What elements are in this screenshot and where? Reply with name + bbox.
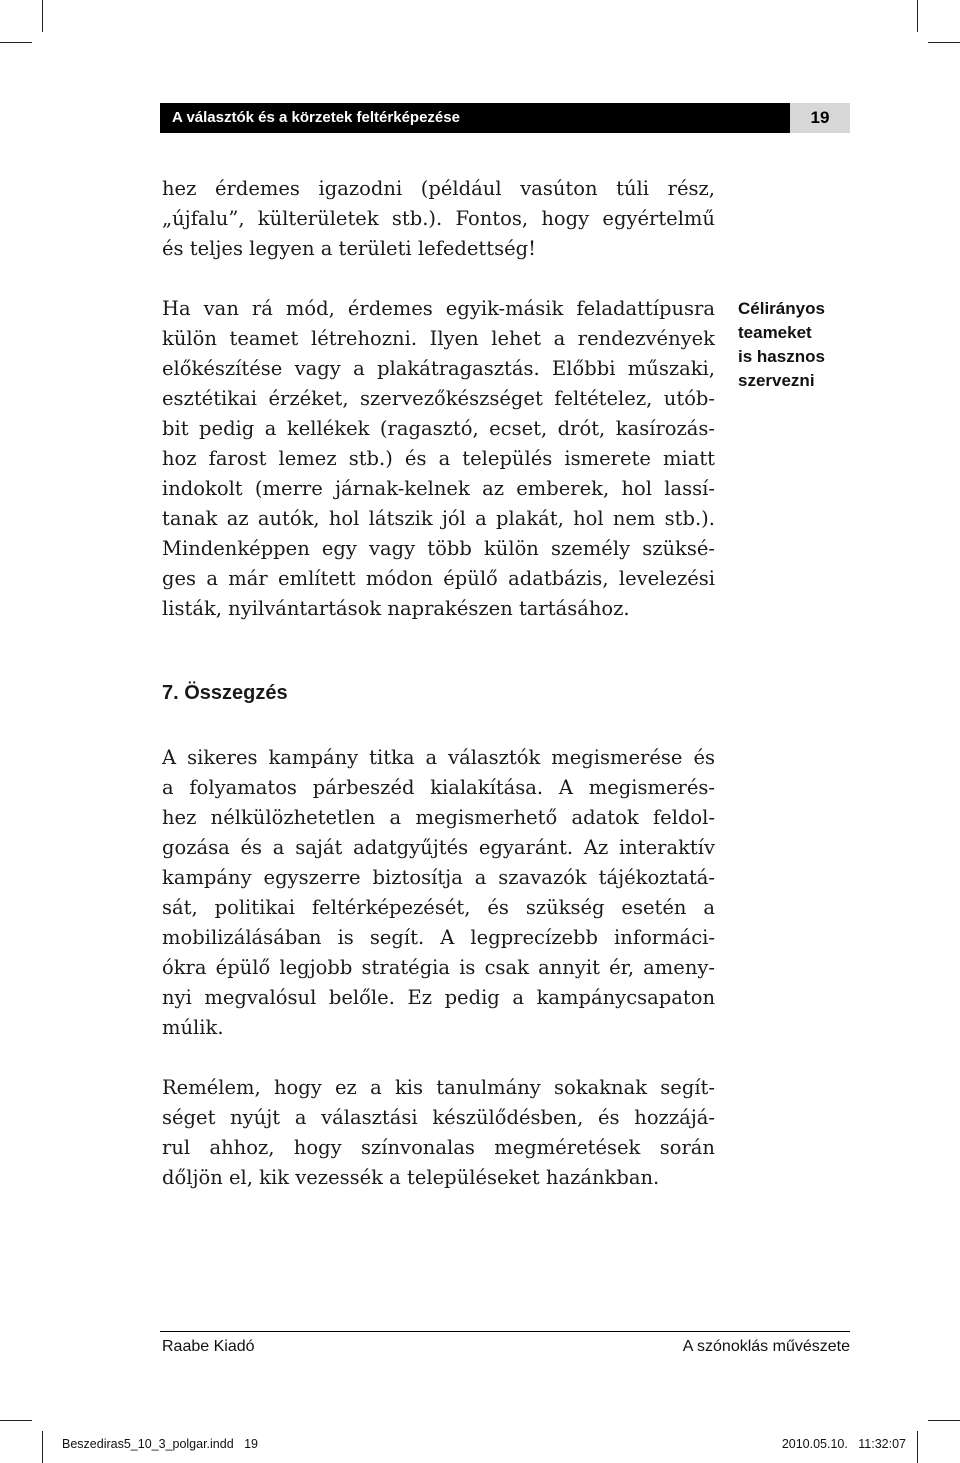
footer-rule	[160, 1331, 850, 1332]
text-line: mobilizálásában is segít. A legprecízebb informáci-	[162, 926, 715, 949]
text-line: gozása és a saját adatgyűjtés egyaránt. Az interaktív	[162, 836, 715, 859]
text-line: hez nélkülözhetetlen a megismerhető adatok feldol-	[162, 806, 715, 829]
text-line: múlik.	[162, 1016, 224, 1039]
crop-mark	[928, 1420, 960, 1421]
page-number: 19	[810, 108, 830, 127]
text-line: listák, nyilvántartások naprakészen tartásához.	[162, 597, 630, 620]
slug-timestamp: 2010.05.10. 11:32:07	[781, 1437, 906, 1451]
crop-mark	[0, 1420, 32, 1421]
crop-mark	[42, 1431, 43, 1463]
text-line: ókra épülő legjobb stratégia is csak annyit ér, ameny-	[162, 956, 715, 979]
margin-note-line: is hasznos	[738, 347, 825, 366]
text-line: a folyamatos párbeszéd kialakítása. A megismerés-	[162, 776, 715, 799]
text-line: sát, politikai feltérképezését, és szükség esetén a	[162, 896, 715, 919]
crop-mark	[928, 42, 960, 43]
margin-note-line: teameket	[738, 323, 812, 342]
footer-publisher: Raabe Kiadó	[162, 1338, 255, 1355]
text-line: hoz farost lemez stb.) és a település ismerete miatt	[162, 447, 715, 470]
crop-mark	[42, 0, 43, 32]
text-line: rul ahhoz, hogy színvonalas megméretések során	[162, 1136, 715, 1159]
footer-book-title: A szónoklás művészete	[682, 1338, 850, 1355]
text-line: „újfalu”, külterületek stb.). Fontos, hogy egyértelmű	[162, 207, 715, 230]
margin-note-line: Célirányos	[738, 299, 825, 318]
text-line: hez érdemes igazodni (például vasúton túli rész,	[162, 177, 715, 200]
text-line: bit pedig a kellékek (ragasztó, ecset, drót, kasírozás-	[162, 417, 715, 440]
paragraph-2	[162, 294, 715, 624]
paragraph-4	[162, 1073, 715, 1193]
running-header-title: A választók és a körzetek feltérképezése	[172, 109, 460, 126]
text-line: dőljön el, kik vezessék a településeket hazánkban.	[162, 1166, 660, 1189]
section-heading: 7. Összegzés	[162, 682, 288, 704]
text-line: A sikeres kampány titka a választók megismerése és	[162, 746, 715, 769]
crop-mark	[917, 1431, 918, 1463]
text-line: és teljes legyen a területi lefedettség!	[162, 237, 536, 260]
text-line: előkészítése vagy a plakátragasztás. Előbbi műszaki,	[162, 357, 715, 380]
text-line: külön teamet létrehozni. Ilyen lehet a rendezvények	[162, 327, 715, 350]
paragraph-1	[162, 174, 715, 264]
running-header	[160, 103, 790, 133]
text-line: Mindenképpen egy vagy több külön személy szüksé-	[162, 537, 715, 560]
crop-mark	[917, 0, 918, 32]
slug-filename: Beszediras5_10_3_polgar.indd 19	[62, 1437, 258, 1451]
text-line: kampány egyszerre biztosítja a szavazók tájékoztatá-	[162, 866, 715, 889]
text-line: Remélem, hogy ez a kis tanulmány sokaknak segít-	[162, 1076, 715, 1099]
paragraph-3	[162, 743, 715, 1043]
text-line: esztétikai érzéket, szervezőkészséget feltételez, utób-	[162, 387, 715, 410]
text-line: tanak az autók, hol látszik jól a plakát, hol nem stb.).	[162, 507, 715, 530]
margin-note	[738, 297, 848, 393]
text-line: séget nyújt a választási készülődésben, és hozzájá-	[162, 1106, 715, 1129]
crop-mark	[0, 42, 32, 43]
text-line: Ha van rá mód, érdemes egyik-másik feladattípusra	[162, 297, 715, 320]
text-line: ges a már említett módon épülő adatbázis, levelezési	[162, 567, 715, 590]
text-line: nyi megvalósul belőle. Ez pedig a kampánycsapaton	[162, 986, 715, 1009]
page-number-box	[790, 103, 850, 133]
margin-note-line: szervezni	[738, 371, 815, 390]
text-line: indokolt (merre járnak-kelnek az emberek, hol lassí-	[162, 477, 715, 500]
